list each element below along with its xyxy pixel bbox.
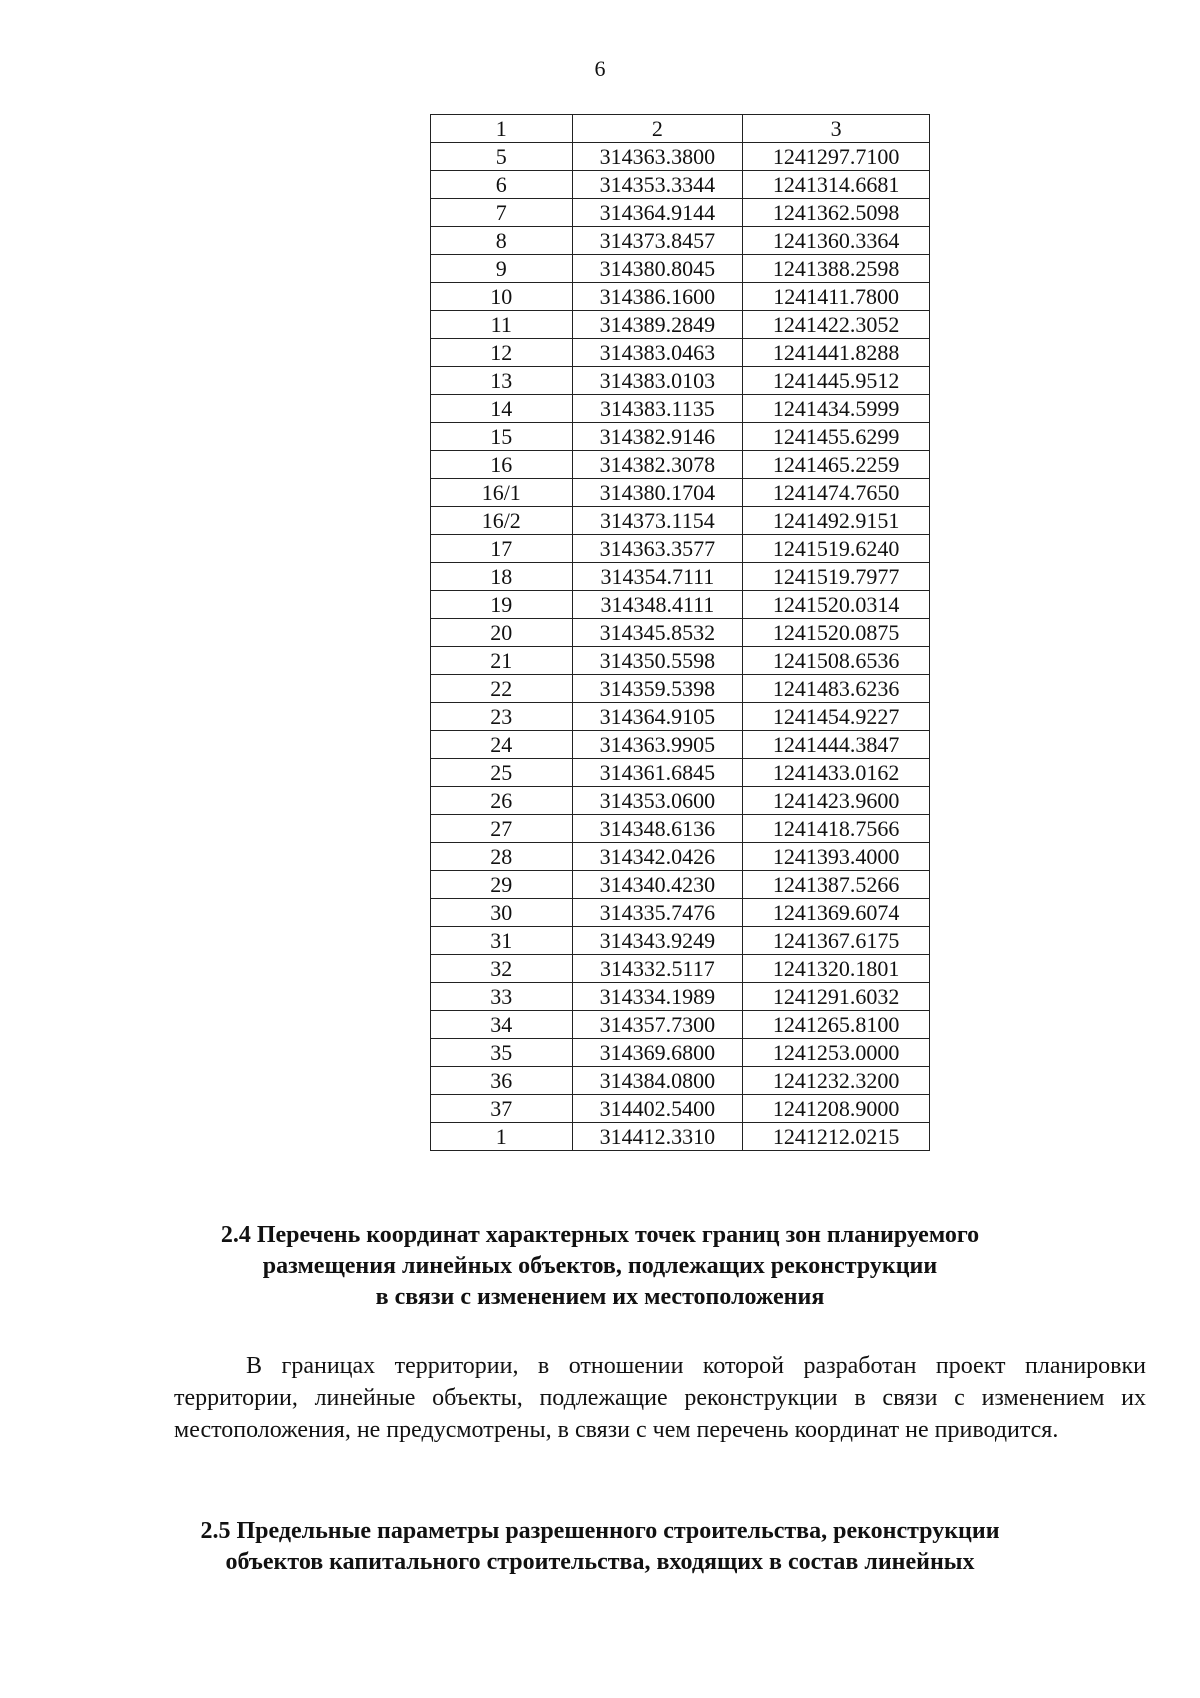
table-row — [431, 367, 930, 395]
cell-x-coordinate: 314382.3078 — [572, 451, 743, 479]
header-cell-point: 1 — [431, 115, 573, 143]
table-row — [431, 507, 930, 535]
page-number: 6 — [594, 56, 606, 81]
table-row — [431, 591, 930, 619]
cell-point-number: 20 — [431, 619, 573, 647]
cell-y-coordinate: 1241422.3052 — [743, 311, 930, 339]
cell-x-coordinate: 314382.9146 — [572, 423, 743, 451]
cell-point-number: 29 — [431, 871, 573, 899]
cell-y-coordinate: 1241367.6175 — [743, 927, 930, 955]
cell-y-coordinate: 1241474.7650 — [743, 479, 930, 507]
header-cell-x: 2 — [572, 115, 743, 143]
cell-x-coordinate: 314342.0426 — [572, 843, 743, 871]
cell-point-number: 8 — [431, 227, 573, 255]
cell-x-coordinate: 314354.7111 — [572, 563, 743, 591]
table-row — [431, 395, 930, 423]
section-2-5-heading — [0, 1516, 1200, 1578]
cell-point-number: 24 — [431, 731, 573, 759]
cell-y-coordinate: 1241454.9227 — [743, 703, 930, 731]
cell-point-number: 10 — [431, 283, 573, 311]
cell-y-coordinate: 1241360.3364 — [743, 227, 930, 255]
section-2-4-heading — [0, 1220, 1200, 1313]
cell-point-number: 27 — [431, 815, 573, 843]
cell-y-coordinate: 1241455.6299 — [743, 423, 930, 451]
cell-y-coordinate: 1241212.0215 — [743, 1123, 930, 1151]
cell-x-coordinate: 314343.9249 — [572, 927, 743, 955]
table-row — [431, 815, 930, 843]
cell-point-number: 17 — [431, 535, 573, 563]
cell-point-number: 25 — [431, 759, 573, 787]
cell-point-number: 1 — [431, 1123, 573, 1151]
cell-point-number: 21 — [431, 647, 573, 675]
cell-y-coordinate: 1241483.6236 — [743, 675, 930, 703]
cell-x-coordinate: 314361.6845 — [572, 759, 743, 787]
table-row — [431, 675, 930, 703]
cell-y-coordinate: 1241393.4000 — [743, 843, 930, 871]
table-row — [431, 199, 930, 227]
table-row — [431, 255, 930, 283]
heading-line: размещения линейных объектов, подлежащих реконструкции — [262, 1253, 938, 1279]
table-row — [431, 283, 930, 311]
cell-point-number: 11 — [431, 311, 573, 339]
cell-point-number: 30 — [431, 899, 573, 927]
cell-y-coordinate: 1241519.6240 — [743, 535, 930, 563]
cell-x-coordinate: 314348.6136 — [572, 815, 743, 843]
cell-point-number: 16 — [431, 451, 573, 479]
cell-y-coordinate: 1241520.0875 — [743, 619, 930, 647]
heading-line: 2.5 Предельные параметры разрешенного строительства, реконструкции — [200, 1518, 1000, 1544]
cell-point-number: 16/1 — [431, 479, 573, 507]
cell-point-number: 36 — [431, 1067, 573, 1095]
cell-x-coordinate: 314373.8457 — [572, 227, 743, 255]
cell-y-coordinate: 1241519.7977 — [743, 563, 930, 591]
cell-x-coordinate: 314384.0800 — [572, 1067, 743, 1095]
cell-x-coordinate: 314335.7476 — [572, 899, 743, 927]
cell-y-coordinate: 1241433.0162 — [743, 759, 930, 787]
table-row — [431, 535, 930, 563]
cell-point-number: 13 — [431, 367, 573, 395]
table-row — [431, 843, 930, 871]
cell-y-coordinate: 1241411.7800 — [743, 283, 930, 311]
table-row — [431, 479, 930, 507]
cell-x-coordinate: 314332.5117 — [572, 955, 743, 983]
cell-y-coordinate: 1241369.6074 — [743, 899, 930, 927]
cell-x-coordinate: 314412.3310 — [572, 1123, 743, 1151]
cell-y-coordinate: 1241441.8288 — [743, 339, 930, 367]
table-row — [431, 563, 930, 591]
cell-x-coordinate: 314348.4111 — [572, 591, 743, 619]
cell-y-coordinate: 1241320.1801 — [743, 955, 930, 983]
cell-y-coordinate: 1241465.2259 — [743, 451, 930, 479]
cell-point-number: 26 — [431, 787, 573, 815]
cell-x-coordinate: 314383.1135 — [572, 395, 743, 423]
cell-x-coordinate: 314386.1600 — [572, 283, 743, 311]
cell-y-coordinate: 1241265.8100 — [743, 1011, 930, 1039]
cell-point-number: 23 — [431, 703, 573, 731]
cell-y-coordinate: 1241445.9512 — [743, 367, 930, 395]
section-2-4-paragraph: В границах территории, в отношении которой разработан проект планировки территории, линейные объекты, подлежащие реконструкции в связи с изменением их местоположения, не предусмотрены, в связи с чем перечень координат не приводится. — [174, 1353, 1146, 1443]
table-row — [431, 1095, 930, 1123]
cell-x-coordinate: 314380.1704 — [572, 479, 743, 507]
cell-x-coordinate: 314359.5398 — [572, 675, 743, 703]
cell-point-number: 9 — [431, 255, 573, 283]
cell-x-coordinate: 314334.1989 — [572, 983, 743, 1011]
cell-x-coordinate: 314345.8532 — [572, 619, 743, 647]
cell-y-coordinate: 1241492.9151 — [743, 507, 930, 535]
table-row — [431, 451, 930, 479]
table-row — [431, 1011, 930, 1039]
cell-point-number: 32 — [431, 955, 573, 983]
coordinates-table — [430, 114, 930, 1151]
cell-y-coordinate: 1241434.5999 — [743, 395, 930, 423]
cell-y-coordinate: 1241253.0000 — [743, 1039, 930, 1067]
table-row — [431, 311, 930, 339]
table-row — [431, 423, 930, 451]
heading-line: 2.4 Перечень координат характерных точек границ зон планируемого — [220, 1222, 980, 1248]
table-row — [431, 871, 930, 899]
cell-x-coordinate: 314380.8045 — [572, 255, 743, 283]
table-row — [431, 143, 930, 171]
cell-y-coordinate: 1241314.6681 — [743, 171, 930, 199]
cell-point-number: 28 — [431, 843, 573, 871]
cell-x-coordinate: 314369.6800 — [572, 1039, 743, 1067]
cell-y-coordinate: 1241297.7100 — [743, 143, 930, 171]
cell-x-coordinate: 314357.7300 — [572, 1011, 743, 1039]
cell-y-coordinate: 1241387.5266 — [743, 871, 930, 899]
table-row — [431, 339, 930, 367]
cell-point-number: 7 — [431, 199, 573, 227]
cell-x-coordinate: 314353.0600 — [572, 787, 743, 815]
cell-y-coordinate: 1241291.6032 — [743, 983, 930, 1011]
cell-point-number: 31 — [431, 927, 573, 955]
cell-point-number: 16/2 — [431, 507, 573, 535]
cell-y-coordinate: 1241418.7566 — [743, 815, 930, 843]
table-header-row — [431, 115, 930, 143]
table-row — [431, 1067, 930, 1095]
cell-y-coordinate: 1241423.9600 — [743, 787, 930, 815]
cell-x-coordinate: 314363.3577 — [572, 535, 743, 563]
cell-y-coordinate: 1241444.3847 — [743, 731, 930, 759]
cell-point-number: 18 — [431, 563, 573, 591]
table-row — [431, 731, 930, 759]
heading-line: объектов капитального строительства, входящих в состав линейных — [225, 1549, 975, 1575]
cell-point-number: 5 — [431, 143, 573, 171]
cell-point-number: 12 — [431, 339, 573, 367]
table-row — [431, 955, 930, 983]
table-row — [431, 619, 930, 647]
cell-y-coordinate: 1241508.6536 — [743, 647, 930, 675]
heading-line: в связи с изменением их местоположения — [375, 1284, 825, 1310]
cell-y-coordinate: 1241362.5098 — [743, 199, 930, 227]
cell-y-coordinate: 1241232.3200 — [743, 1067, 930, 1095]
cell-point-number: 15 — [431, 423, 573, 451]
table-row — [431, 759, 930, 787]
cell-point-number: 19 — [431, 591, 573, 619]
cell-x-coordinate: 314389.2849 — [572, 311, 743, 339]
cell-point-number: 35 — [431, 1039, 573, 1067]
table-row — [431, 787, 930, 815]
table-row — [431, 899, 930, 927]
cell-x-coordinate: 314363.9905 — [572, 731, 743, 759]
cell-y-coordinate: 1241208.9000 — [743, 1095, 930, 1123]
table-row — [431, 1123, 930, 1151]
table-row — [431, 171, 930, 199]
cell-x-coordinate: 314373.1154 — [572, 507, 743, 535]
header-cell-y: 3 — [743, 115, 930, 143]
cell-point-number: 37 — [431, 1095, 573, 1123]
cell-point-number: 34 — [431, 1011, 573, 1039]
table-row — [431, 647, 930, 675]
table-row — [431, 927, 930, 955]
coordinates-table-body — [431, 115, 930, 1151]
cell-point-number: 14 — [431, 395, 573, 423]
cell-x-coordinate: 314353.3344 — [572, 171, 743, 199]
cell-point-number: 22 — [431, 675, 573, 703]
cell-point-number: 6 — [431, 171, 573, 199]
table-row — [431, 703, 930, 731]
table-row — [431, 1039, 930, 1067]
cell-x-coordinate: 314383.0103 — [572, 367, 743, 395]
table-row — [431, 983, 930, 1011]
cell-x-coordinate: 314350.5598 — [572, 647, 743, 675]
cell-x-coordinate: 314383.0463 — [572, 339, 743, 367]
cell-x-coordinate: 314364.9144 — [572, 199, 743, 227]
cell-y-coordinate: 1241388.2598 — [743, 255, 930, 283]
table-row — [431, 227, 930, 255]
cell-x-coordinate: 314340.4230 — [572, 871, 743, 899]
cell-x-coordinate: 314402.5400 — [572, 1095, 743, 1123]
cell-x-coordinate: 314364.9105 — [572, 703, 743, 731]
cell-x-coordinate: 314363.3800 — [572, 143, 743, 171]
cell-y-coordinate: 1241520.0314 — [743, 591, 930, 619]
cell-point-number: 33 — [431, 983, 573, 1011]
